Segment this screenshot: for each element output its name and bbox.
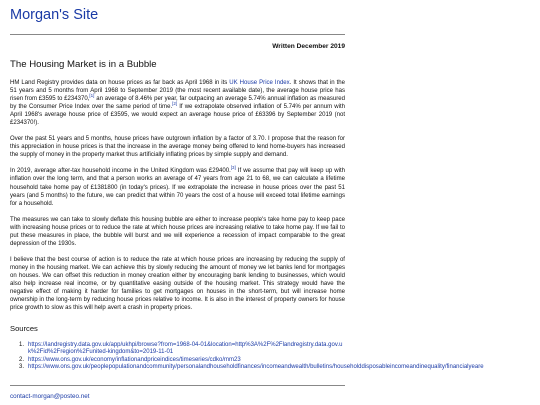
paragraph-1-text-c: an average of 8.46% per year, far outpacing an average 5.74% annual inflation as measured by the Consumer Price Index over the same period of time. xyxy=(10,96,345,111)
reference-3-link[interactable]: [3] xyxy=(230,165,236,171)
paragraph-1-text-b: . It shows that in the 51 years and 5 months from April 1968 to September 2019 (the most recent available date), the average house price has risen from £3595 to £234370, xyxy=(10,80,345,103)
source-link-1[interactable]: https://landregistry.data.gov.uk/app/ukhpi/browse?from=1968-04-01&location=http%3A%2F%2Flandregistry.data.gov.uk%2Fid%2Fregion%2Funited-kingdom&to=2019-11-01 xyxy=(28,342,343,356)
source-link-2[interactable]: https://www.ons.gov.uk/economy/inflationandpriceindices/timeseries/cdko/mm23 xyxy=(28,356,241,363)
footer-divider xyxy=(10,385,345,386)
article-body xyxy=(10,79,345,320)
article-title: The Housing Market is in a Bubble xyxy=(10,59,157,70)
paragraph-2: Over the past 51 years and 5 months, house prices have outgrown inflation by a factor of 3.70. I propose that the reason for this appreciation in house prices is that the increase in the average money being offered to lend home-buyers has increased the supply of money in the property market thus artificially inflating prices by simple supply and demand. xyxy=(10,136,345,159)
source-item xyxy=(19,364,540,371)
paragraph-4: The measures we can take to slowly deflate this housing bubble are either to increase people's take home pay to keep pace with increasing house prices or to reduce the rate at which house prices are increasing relative to take home pay. If we fail to put these measures in place, the bubble will burst and we will experience a recession of impact comparable to the great depression of the 1930s. xyxy=(10,216,345,247)
contact-email-link[interactable]: contact-morgan@posteo.net xyxy=(10,393,90,400)
uk-house-price-index-link[interactable]: UK House Price Index xyxy=(229,80,290,86)
sources-list xyxy=(19,342,540,372)
paragraph-1 xyxy=(10,79,345,127)
paragraph-1-text-d: If we extrapolate observed inflation of 5.74% per annum with April 1968's average house price of £3595, we would expect an average house price of £63396 by September 2019 (not £234370!). xyxy=(10,104,345,127)
paragraph-5: I believe that the best course of action is to reduce the rate at which house prices are increasing by reducing the supply of money in the housing market. We can achieve this by slowly reducing the amount of money we let banks lend for mortgages on houses. We can offset this reduction in money creation either by encouraging bank lending to businesses, which would also help increase real income, or by quantitative easing outside of the housing market. This strategy would have the negative effect of making it harder for families to get mortgages on houses in the short-term, but will increase home ownership in the long-term by reducing house prices relative to income. It is also in the interest of property owners for house price growth to slow as this will help avert a crash in property prices. xyxy=(10,256,345,312)
reference-2-link[interactable]: [2] xyxy=(172,101,178,107)
source-item xyxy=(19,356,540,364)
paragraph-1-text-a: HM Land Registry provides data on house prices as far back as April 1968 in its xyxy=(10,80,230,86)
header-divider xyxy=(10,34,345,35)
article-date: Written December 2019 xyxy=(272,43,345,50)
site-title-link[interactable]: Morgan's Site xyxy=(10,7,99,23)
source-number: 2. xyxy=(19,356,25,363)
reference-1-link[interactable]: [1] xyxy=(89,93,95,99)
paragraph-3 xyxy=(10,167,345,207)
paragraph-3-text-a: In 2019, average after-tax household income in the United Kingdom was £29400. xyxy=(10,168,231,175)
source-item xyxy=(19,342,540,357)
source-number: 1. xyxy=(19,342,25,348)
paragraph-3-text-b: If we assume that pay will keep up with inflation over the long term, and that a person works an average of 47 years from age 21 to 68, we can calculate a lifetime household take home pay of £1381800 (in today's prices). If we extrapolate the increase in house prices over the past 51 years (and 5 months) to the future, we can predict that within 70 years the cost of a house will exceed total lifetime earnings for a household. xyxy=(10,168,345,207)
sources-heading: Sources xyxy=(10,324,38,333)
source-link-3[interactable]: https://www.ons.gov.uk/peoplepopulationandcommunity/personalandhouseholdfinances/incomeandwealth/bulletins/householddisposableincomeandinequality/financialyeare xyxy=(28,364,484,371)
source-number: 3. xyxy=(19,364,25,371)
